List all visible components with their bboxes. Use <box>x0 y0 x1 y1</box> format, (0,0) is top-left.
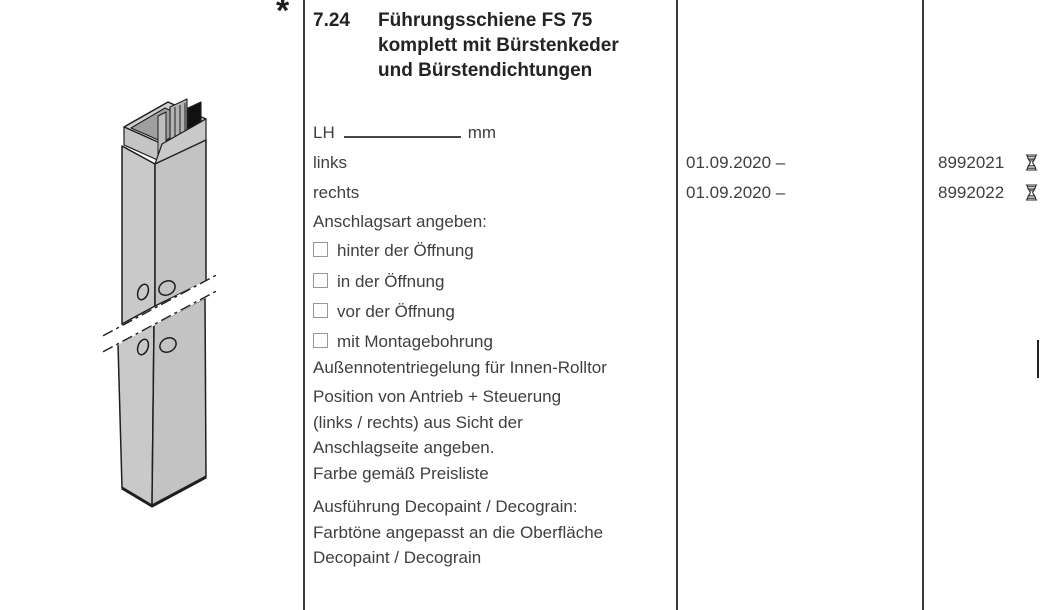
article-number-row <box>938 183 1038 203</box>
item-title-line: komplett mit Bürstenkeder <box>378 35 619 56</box>
stop-type-option <box>313 241 474 261</box>
checkbox-icon <box>313 333 328 348</box>
lh-label: LH <box>313 123 335 142</box>
note-finish-line: Ausführung Decopaint / Decograin: <box>313 497 578 516</box>
stop-type-option <box>313 272 444 292</box>
lh-unit: mm <box>467 123 497 142</box>
availability-date: 01.09.2020 – <box>686 183 786 202</box>
item-number: 7.24 <box>313 10 350 31</box>
item-title-line: und Bürstendichtungen <box>378 60 593 81</box>
stop-type-option-label: in der Öffnung <box>337 272 445 291</box>
hourglass-icon <box>1025 184 1038 201</box>
stop-type-label: Anschlagsart angeben: <box>313 212 487 231</box>
article-number-row <box>938 153 1038 173</box>
stop-type-option <box>313 302 455 322</box>
checkbox-icon <box>313 242 328 257</box>
note-position-line: Position von Antrieb + Steuerung <box>313 387 562 406</box>
footnote-asterisk: * <box>276 0 290 30</box>
checkbox-icon <box>313 303 328 318</box>
checkbox-icon <box>313 273 328 288</box>
item-title-line: Führungsschiene FS 75 <box>378 10 593 31</box>
stop-type-option-label: mit Montagebohrung <box>337 332 493 351</box>
item-header <box>313 8 619 83</box>
article-number: 8992022 <box>938 183 1005 202</box>
stop-type-option <box>313 332 493 352</box>
rail-upper-right-face <box>155 140 206 306</box>
note-position-line: Anschlagseite angeben. <box>313 438 495 457</box>
stop-type-option-label: hinter der Öffnung <box>337 241 474 260</box>
stop-type-option-continuation: Außennotentriegelung für Innen-Rolltor <box>313 358 607 377</box>
note-finish-line: Farbtöne angepasst an die Oberfläche <box>313 523 604 542</box>
stop-type-option-label: vor der Öffnung <box>337 302 455 321</box>
item-title <box>378 8 619 83</box>
variant-label-links: links <box>313 153 348 172</box>
lh-blank-line <box>344 121 461 138</box>
article-number: 8992021 <box>938 153 1005 172</box>
lh-field <box>313 121 496 143</box>
rail-lower-right-face <box>152 298 206 506</box>
note-finish-line: Decopaint / Decograin <box>313 548 482 567</box>
rail-lower-left-face <box>118 325 154 506</box>
variant-label-rechts: rechts <box>313 183 360 202</box>
availability-date: 01.09.2020 – <box>686 153 786 172</box>
note-color: Farbe gemäß Preisliste <box>313 464 489 483</box>
note-position-line: (links / rechts) aus Sicht der <box>313 413 523 432</box>
hourglass-icon <box>1025 154 1038 171</box>
